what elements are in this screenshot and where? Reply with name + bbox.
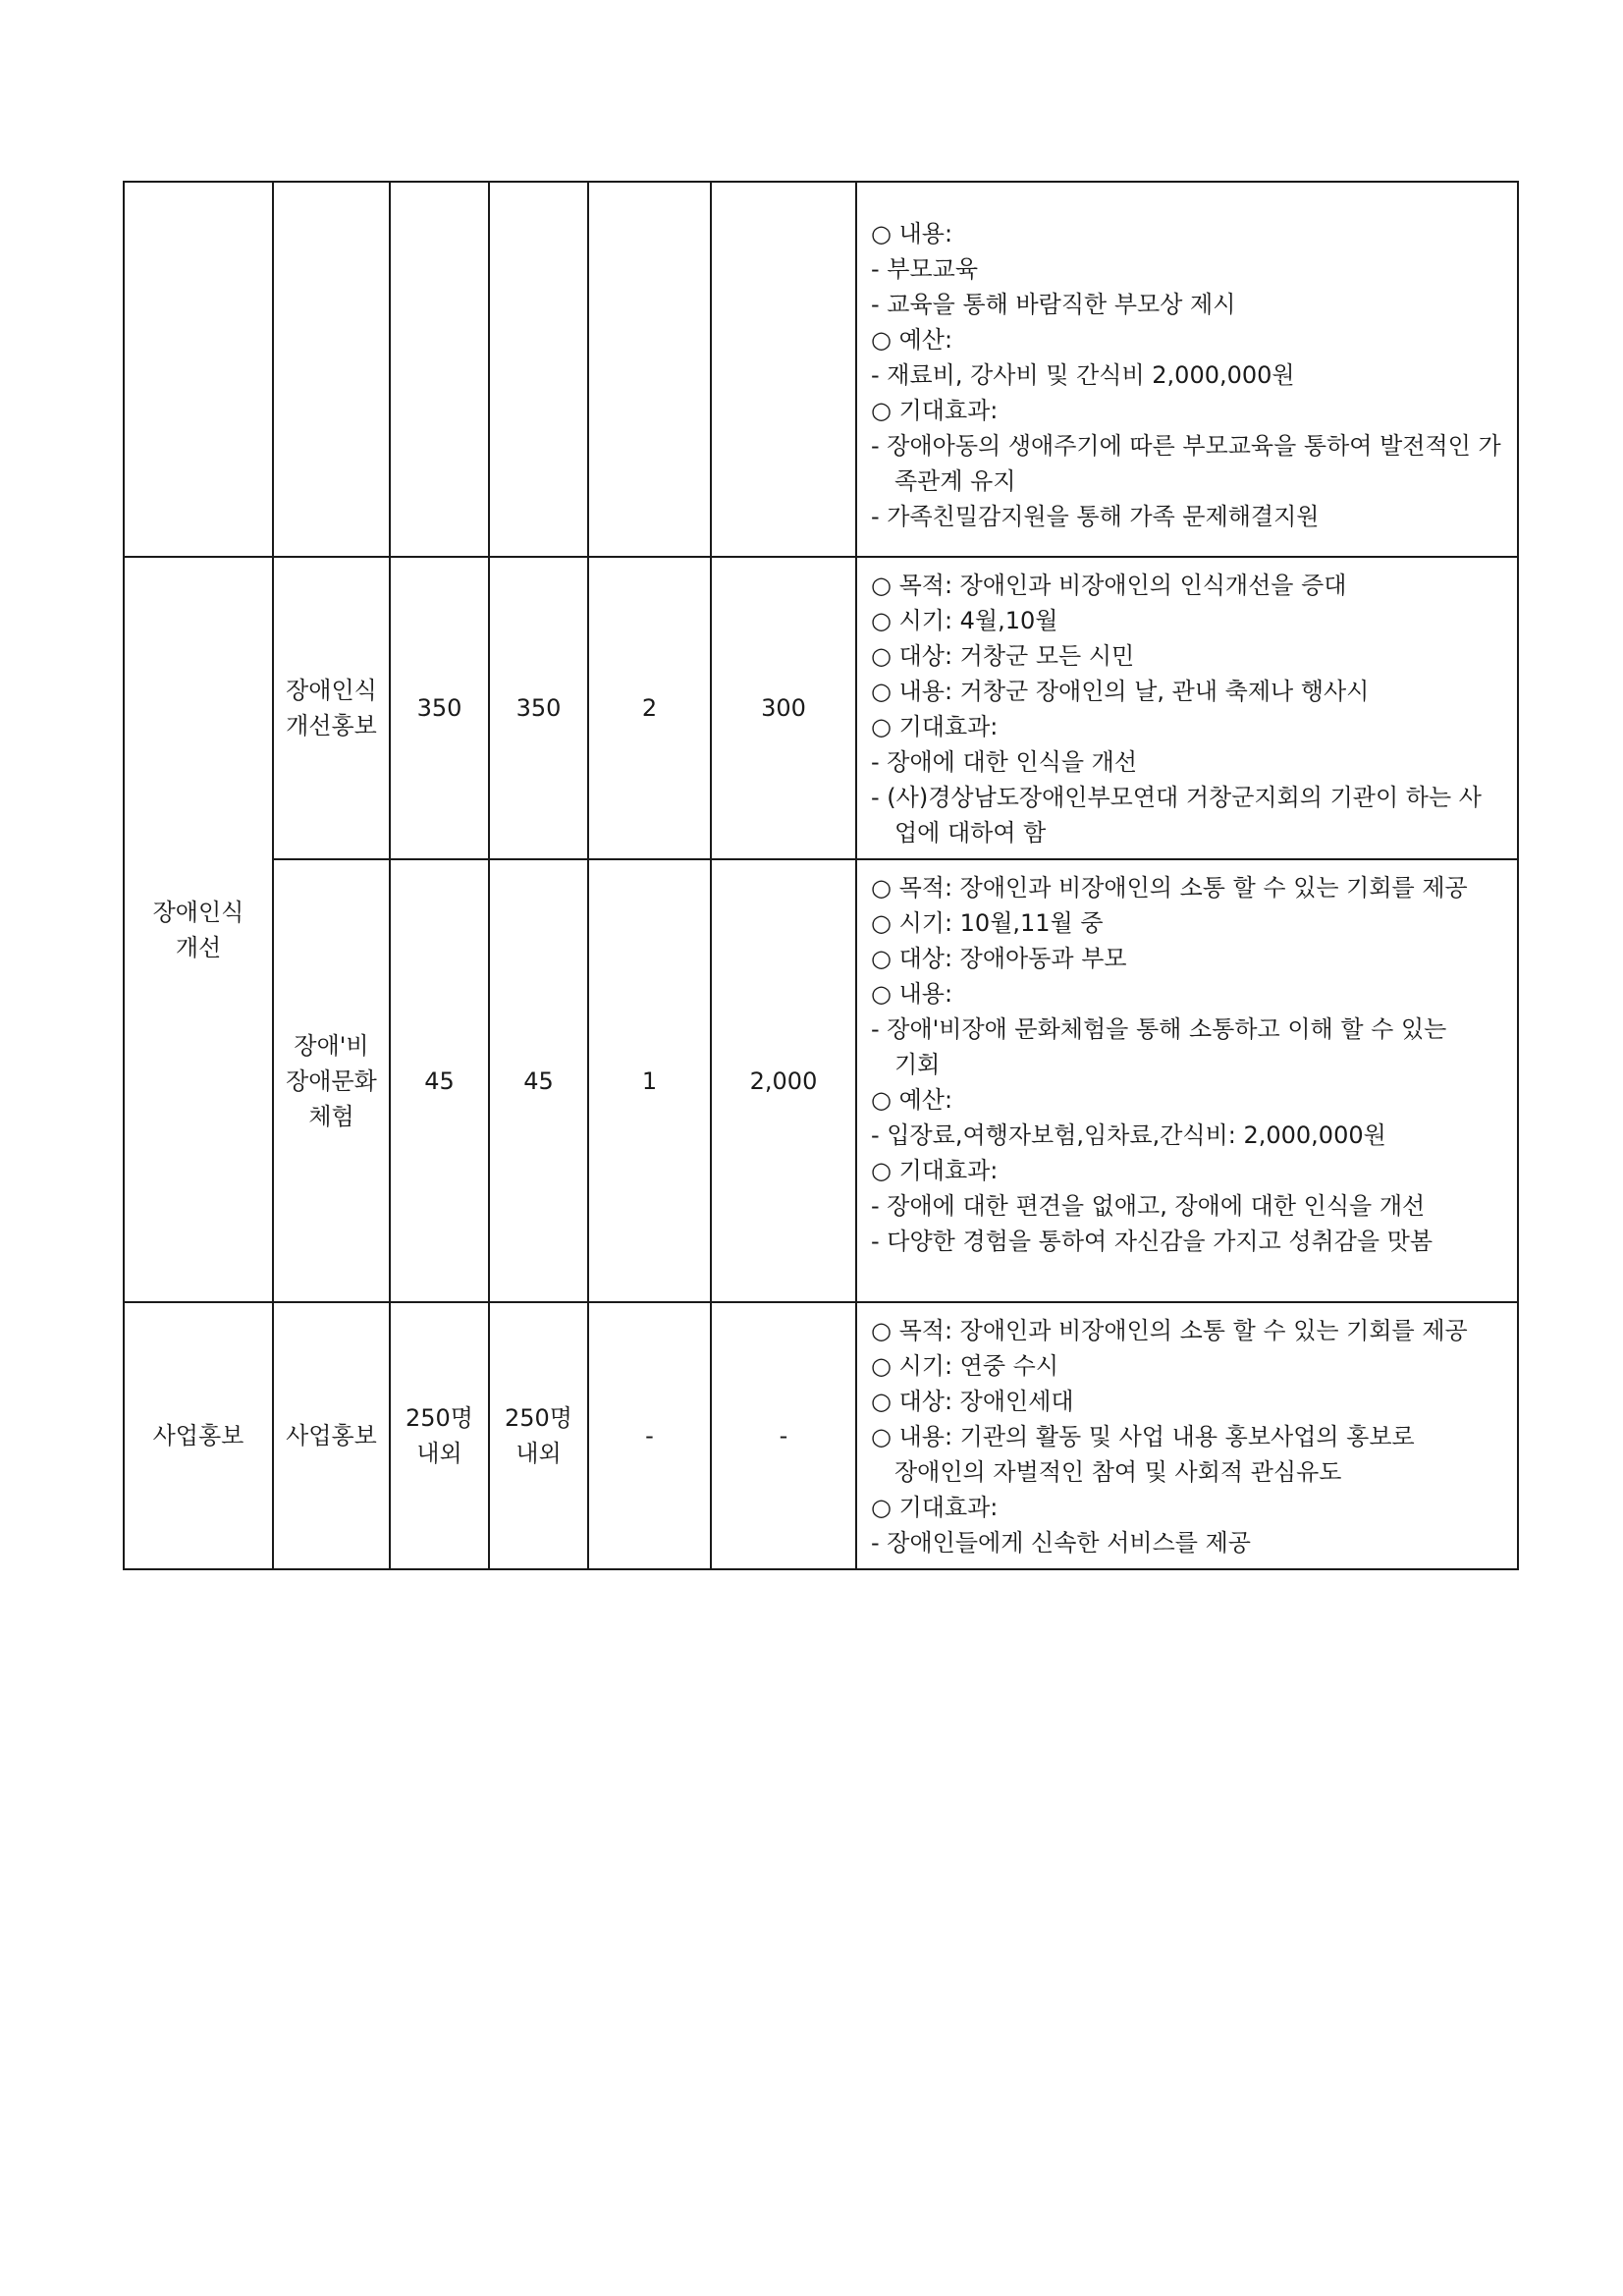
value-text: 300 — [761, 694, 806, 722]
description-cell — [856, 557, 1518, 859]
value-text: 350 — [416, 694, 462, 722]
program-cell — [273, 557, 390, 859]
description-line: ○ 내용: — [871, 980, 953, 1008]
description-line: ○ 내용: — [871, 220, 953, 247]
table-row-awareness-promotion — [124, 557, 1518, 859]
category-label: 사업홍보 — [152, 1422, 244, 1449]
value-cell-1 — [390, 859, 489, 1302]
value-text: - — [645, 1422, 654, 1449]
description-line: 기회 — [894, 1051, 941, 1078]
description-line: 업에 대하여 함 — [894, 819, 1047, 847]
description-line: ○ 기대효과: — [871, 1157, 999, 1184]
value-cell-2 — [489, 859, 588, 1302]
description-line: - 부모교육 — [871, 255, 979, 283]
description-line: ○ 대상: 거창군 모든 시민 — [871, 642, 1135, 670]
program-table — [123, 181, 1519, 1570]
program-label: 사업홍보 — [286, 1422, 377, 1449]
description-line: ○ 내용: 기관의 활동 및 사업 내용 홍보사업의 홍보로 — [871, 1423, 1415, 1450]
value-cell-4 — [711, 182, 856, 557]
description-line: - 장애인들에게 신속한 서비스를 제공 — [871, 1529, 1251, 1557]
description-line: ○ 예산: — [871, 326, 953, 354]
program-label: 개선홍보 — [286, 712, 377, 739]
description-line: ○ 예산: — [871, 1086, 953, 1114]
value-cell-1 — [390, 1302, 489, 1569]
description-line: ○ 목적: 장애인과 비장애인의 소통 할 수 있는 기회를 제공 — [871, 874, 1468, 902]
value-text: 250명 — [406, 1404, 473, 1432]
value-text: 내외 — [515, 1440, 562, 1467]
description-line: ○ 시기: 연중 수시 — [871, 1352, 1059, 1380]
description-line: - 재료비, 강사비 및 간식비 2,000,000원 — [871, 361, 1295, 389]
description-line: - 교육을 통해 바람직한 부모상 제시 — [871, 291, 1236, 318]
category-cell — [124, 182, 273, 557]
value-cell-3 — [588, 182, 711, 557]
description-line: 장애인의 자벌적인 참여 및 사회적 관심유도 — [894, 1458, 1342, 1486]
description-line: - 입장료,여행자보험,임차료,간식비: 2,000,000원 — [871, 1121, 1386, 1149]
value-cell-3 — [588, 557, 711, 859]
value-cell-3 — [588, 859, 711, 1302]
description-cell — [856, 182, 1518, 557]
value-cell-1 — [390, 182, 489, 557]
value-cell-2 — [489, 1302, 588, 1569]
value-text: 2 — [641, 694, 658, 722]
value-cell-2 — [489, 182, 588, 557]
category-label: 장애인식 — [152, 898, 244, 926]
description-line: ○ 목적: 장애인과 비장애인의 소통 할 수 있는 기회를 제공 — [871, 1317, 1468, 1344]
value-text: 350 — [515, 694, 562, 722]
description-line: ○ 기대효과: — [871, 1494, 999, 1521]
table-row-business-promotion — [124, 1302, 1518, 1569]
description-cell — [856, 1302, 1518, 1569]
value-cell-4 — [711, 1302, 856, 1569]
description-line: 족관계 유지 — [894, 467, 1016, 495]
value-cell-2 — [489, 557, 588, 859]
program-label: 장애'비 — [294, 1031, 369, 1060]
description-line: ○ 대상: 장애아동과 부모 — [871, 945, 1127, 972]
category-cell — [124, 1302, 273, 1569]
value-text: 45 — [523, 1066, 554, 1095]
value-text: 1 — [641, 1066, 658, 1095]
value-text: - — [779, 1422, 788, 1449]
category-cell — [124, 557, 273, 1302]
description-line: - 장애에 대한 인식을 개선 — [871, 748, 1138, 776]
description-line: - 다양한 경험을 통하여 자신감을 가지고 성취감을 맛봄 — [871, 1228, 1434, 1255]
value-cell-4 — [711, 859, 856, 1302]
description-line: - (사)경상남도장애인부모연대 거창군지회의 기관이 하는 사 — [871, 784, 1482, 811]
description-line: ○ 시기: 10월,11월 중 — [871, 909, 1104, 937]
program-label: 체험 — [308, 1102, 354, 1130]
value-text: 45 — [424, 1066, 455, 1095]
value-cell-3 — [588, 1302, 711, 1569]
description-line: ○ 기대효과: — [871, 397, 999, 424]
description-cell — [856, 859, 1518, 1302]
description-line: - 장애'비장애 문화체험을 통해 소통하고 이해 할 수 있는 — [871, 1015, 1447, 1043]
table-row-culture-experience — [124, 859, 1518, 1302]
value-text: 내외 — [416, 1440, 462, 1467]
program-label: 장애문화 — [286, 1066, 377, 1095]
description-line: ○ 내용: 거창군 장애인의 날, 관내 축제나 행사시 — [871, 678, 1370, 705]
value-cell-1 — [390, 557, 489, 859]
table-row-parent-education — [124, 182, 1518, 557]
description-line: - 가족친밀감지원을 통해 가족 문제해결지원 — [871, 503, 1320, 530]
program-label: 장애인식 — [286, 677, 377, 704]
description-line: ○ 시기: 4월,10월 — [871, 607, 1058, 634]
value-text: 250명 — [505, 1404, 572, 1432]
category-label: 개선 — [175, 933, 222, 961]
value-cell-4 — [711, 557, 856, 859]
description-line: - 장애에 대한 편견을 없애고, 장애에 대한 인식을 개선 — [871, 1192, 1426, 1220]
program-cell — [273, 182, 390, 557]
description-line: ○ 목적: 장애인과 비장애인의 인식개선을 증대 — [871, 572, 1347, 599]
description-line: - 장애아동의 생애주기에 따른 부모교육을 통하여 발전적인 가 — [871, 432, 1501, 460]
program-cell — [273, 859, 390, 1302]
description-line: ○ 기대효과: — [871, 713, 999, 740]
program-cell — [273, 1302, 390, 1569]
description-line: ○ 대상: 장애인세대 — [871, 1388, 1074, 1415]
value-text: 2,000 — [749, 1066, 818, 1095]
